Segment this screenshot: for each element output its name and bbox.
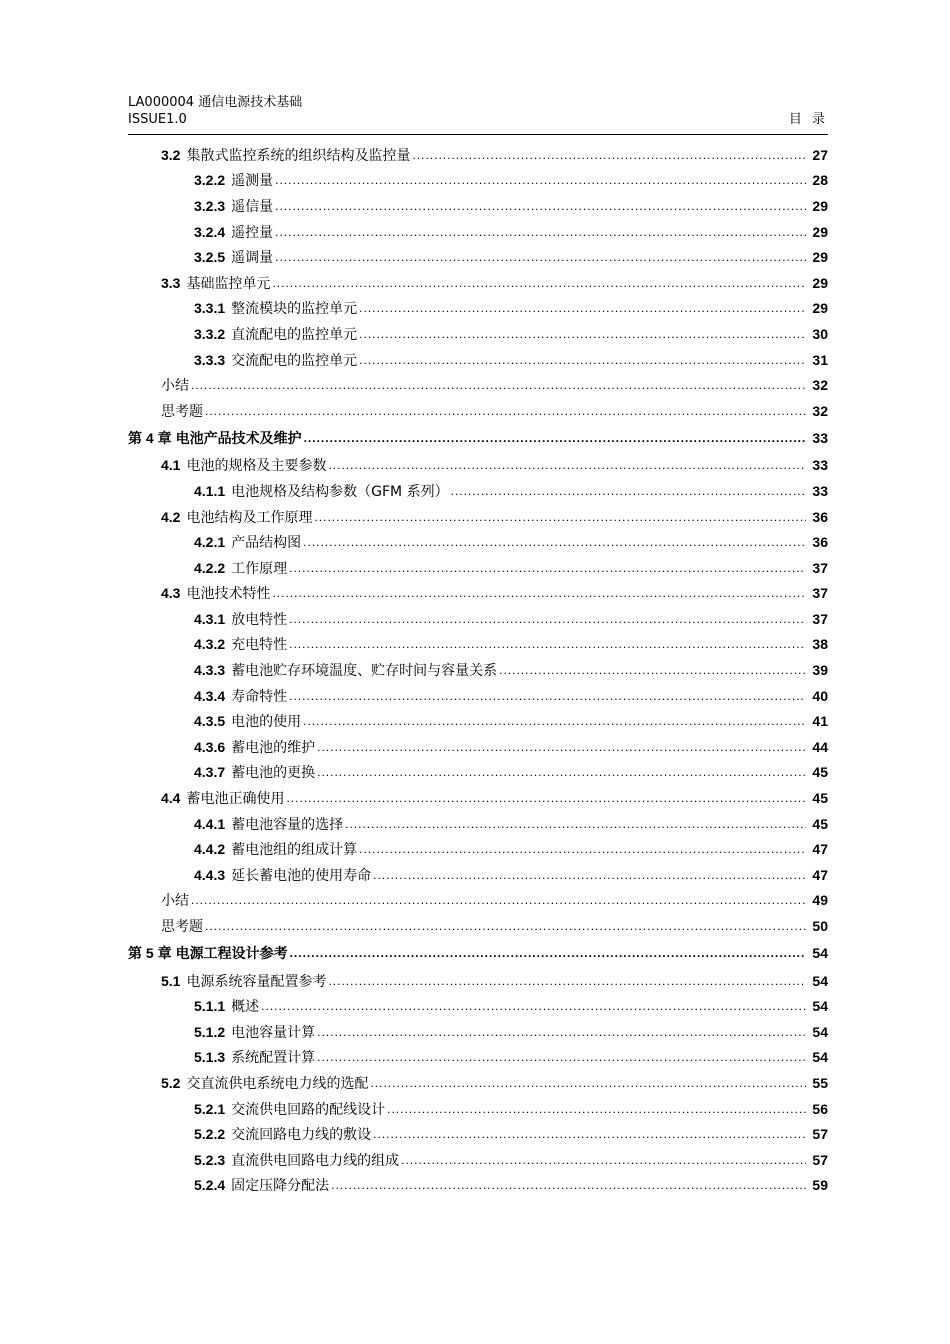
- toc-entry-title: 电池结构及工作原理: [186, 509, 313, 526]
- toc-entry-number: 3.3.1: [194, 300, 226, 317]
- toc-entry-title: 工作原理: [231, 560, 288, 577]
- toc-dot-leader: [331, 1178, 806, 1192]
- toc-entry[interactable]: [128, 529, 828, 555]
- toc-dot-leader: [275, 173, 806, 187]
- toc-entry-page: 29: [812, 249, 828, 266]
- toc-entry-page: 54: [812, 1049, 828, 1066]
- toc-entry-page: 32: [812, 402, 828, 419]
- toc-entry-page: 37: [812, 585, 828, 602]
- toc-dot-leader: [373, 1127, 806, 1141]
- toc-entry[interactable]: [128, 219, 828, 245]
- toc-dot-leader: [205, 919, 806, 933]
- toc-entry-title: 遥调量: [231, 250, 274, 267]
- toc-entry[interactable]: [128, 270, 828, 296]
- toc-dot-leader: [387, 1102, 806, 1116]
- toc-entry[interactable]: [128, 606, 828, 632]
- toc-entry-title: 遥信量: [231, 198, 274, 215]
- toc-dot-leader: [289, 637, 806, 651]
- toc-entry[interactable]: [128, 398, 828, 424]
- toc-entry-number: 4.4.1: [194, 815, 226, 832]
- toc-entry-number: 4.3: [161, 585, 181, 602]
- toc-dot-leader: [191, 893, 806, 907]
- toc-dot-leader: [317, 1050, 806, 1064]
- toc-entry[interactable]: [128, 1019, 828, 1045]
- toc-entry[interactable]: [128, 581, 828, 607]
- toc-entry-number: 第 5 章: [128, 945, 172, 962]
- toc-entry-page: 54: [812, 1023, 828, 1040]
- toc-entry-number: 5.1.3: [194, 1049, 226, 1066]
- toc-entry-title: 小结: [161, 378, 189, 395]
- toc-dot-leader: [272, 276, 806, 290]
- toc-entry[interactable]: [128, 968, 828, 994]
- toc-entry-number: 4.4.3: [194, 866, 226, 883]
- toc-entry-page: 27: [812, 146, 828, 163]
- toc-entry-title: 交流配电的监控单元: [231, 352, 358, 369]
- toc-dot-leader: [370, 1076, 806, 1090]
- toc-entry-number: 4.3.4: [194, 687, 226, 704]
- toc-entry[interactable]: [128, 939, 828, 968]
- toc-entry[interactable]: [128, 347, 828, 373]
- toc-dot-leader: [317, 740, 806, 754]
- toc-dot-leader: [401, 1153, 806, 1167]
- toc-entry-number: 4.3.3: [194, 662, 226, 679]
- toc-entry-title: 充电特性: [231, 637, 288, 654]
- toc-entry[interactable]: [128, 372, 828, 398]
- toc-dot-leader: [345, 817, 806, 831]
- toc-entry-title: 直流配电的监控单元: [231, 326, 358, 343]
- toc-entry-page: 57: [812, 1126, 828, 1143]
- toc-entry[interactable]: [128, 632, 828, 658]
- toc-entry-number: 4.4: [161, 790, 181, 807]
- toc-entry-title: 产品结构图: [231, 535, 302, 552]
- toc-entry-number: 4.3.1: [194, 610, 226, 627]
- toc-dot-leader: [328, 974, 806, 988]
- toc-entry-page: 50: [812, 918, 828, 935]
- toc-entry-title: 系统配置计算: [231, 1050, 316, 1067]
- toc-entry[interactable]: [128, 424, 828, 453]
- toc-dot-leader: [290, 946, 806, 960]
- toc-entry[interactable]: [128, 836, 828, 862]
- toc-entry-page: 54: [812, 945, 828, 962]
- toc-entry-number: 第 4 章: [128, 430, 172, 447]
- toc-dot-leader: [275, 225, 806, 239]
- toc-entry-page: 33: [812, 482, 828, 499]
- toc-entry-title: 电源系统容量配置参考: [186, 973, 327, 990]
- toc-dot-leader: [359, 353, 806, 367]
- toc-entry-page: 29: [812, 197, 828, 214]
- toc-entry-page: 49: [812, 892, 828, 909]
- toc-entry[interactable]: [128, 888, 828, 914]
- toc-entry-number: 3.3: [161, 274, 181, 291]
- toc-entry-title: 概述: [231, 999, 260, 1016]
- toc-dot-leader: [286, 791, 806, 805]
- toc-entry-page: 45: [812, 815, 828, 832]
- toc-entry-page: 32: [812, 377, 828, 394]
- toc-entry-number: 3.2.2: [194, 172, 226, 189]
- section-label: 目 录: [788, 112, 828, 127]
- toc-entry-number: 3.3.2: [194, 325, 226, 342]
- toc-entry-page: 37: [812, 610, 828, 627]
- page-header: [128, 94, 828, 128]
- toc-dot-leader: [359, 327, 806, 341]
- toc-entry-title: 电池规格及结构参数（GFM 系列）: [231, 483, 449, 500]
- toc-entry-title: 集散式监控系统的组织结构及监控量: [186, 147, 411, 164]
- toc-dot-leader: [289, 561, 806, 575]
- toc-entry-number: 3.2.3: [194, 197, 226, 214]
- toc-dot-leader: [205, 404, 806, 418]
- toc-entry-page: 36: [812, 534, 828, 551]
- toc-entry[interactable]: [128, 760, 828, 786]
- toc-entry-page: 56: [812, 1100, 828, 1117]
- toc-entry-title: 电池容量计算: [231, 1024, 316, 1041]
- toc-entry-title: 思考题: [161, 403, 203, 420]
- toc-entry-page: 54: [812, 998, 828, 1015]
- toc-entry-number: 4.4.2: [194, 841, 226, 858]
- toc-entry-number: 5.2.3: [194, 1151, 226, 1168]
- toc-entry[interactable]: [128, 785, 828, 811]
- toc-entry-page: 37: [812, 559, 828, 576]
- toc-entry-number: 3.2: [161, 146, 181, 163]
- toc-entry-number: 4.1.1: [194, 482, 226, 499]
- toc-entry-number: 3.2.5: [194, 249, 226, 266]
- toc-entry-title: 蓄电池组的组成计算: [231, 842, 358, 859]
- toc-entry-page: 31: [812, 351, 828, 368]
- toc-entry-number: 5.1.2: [194, 1023, 226, 1040]
- toc-dot-leader: [303, 535, 806, 549]
- toc-entry[interactable]: [128, 734, 828, 760]
- toc-entry-number: 4.3.2: [194, 636, 226, 653]
- toc-entry[interactable]: [128, 168, 828, 194]
- toc-dot-leader: [412, 148, 806, 162]
- toc-dot-leader: [317, 765, 806, 779]
- toc-entry-title: 交直流供电系统电力线的选配: [186, 1075, 369, 1092]
- toc-entry-title: 放电特性: [231, 611, 288, 628]
- toc-entry[interactable]: [128, 1173, 828, 1199]
- header-rule: [128, 134, 828, 135]
- toc-entry-title: 蓄电池的维护: [231, 739, 316, 756]
- toc-entry[interactable]: [128, 504, 828, 530]
- toc-dot-leader: [275, 250, 806, 264]
- toc-entry[interactable]: [128, 296, 828, 322]
- toc-entry-title: 遥测量: [231, 173, 274, 190]
- toc-entry-page: 29: [812, 300, 828, 317]
- toc-entry-page: 59: [812, 1177, 828, 1194]
- toc-entry-number: 4.2.2: [194, 559, 226, 576]
- toc-entry-title: 蓄电池容量的选择: [231, 816, 344, 833]
- toc-entry[interactable]: [128, 657, 828, 683]
- toc-entry-title: 固定压降分配法: [231, 1178, 330, 1195]
- toc-entry-page: 29: [812, 274, 828, 291]
- toc-entry[interactable]: [128, 1121, 828, 1147]
- toc-dot-leader: [359, 301, 806, 315]
- toc-entry[interactable]: [128, 811, 828, 837]
- toc-entry-title: 思考题: [161, 919, 203, 936]
- toc-entry-number: 3.2.4: [194, 223, 226, 240]
- toc-entry-page: 54: [812, 972, 828, 989]
- toc-entry[interactable]: [128, 555, 828, 581]
- toc-entry[interactable]: [128, 453, 828, 479]
- toc-entry[interactable]: [128, 1045, 828, 1071]
- toc-entry[interactable]: [128, 244, 828, 270]
- toc-entry-title: 电池的规格及主要参数: [186, 458, 327, 475]
- toc-entry-title: 基础监控单元: [186, 275, 271, 292]
- toc-entry-page: 36: [812, 508, 828, 525]
- toc-entry-number: 5.2.1: [194, 1100, 226, 1117]
- toc-entry-title: 直流供电回路电力线的组成: [231, 1152, 400, 1169]
- toc-entry-title: 电池技术特性: [186, 586, 271, 603]
- toc-entry-number: 4.1: [161, 457, 181, 474]
- toc-entry-page: 39: [812, 662, 828, 679]
- toc-entry[interactable]: [128, 1147, 828, 1173]
- toc-entry-title: 遥控量: [231, 224, 274, 241]
- toc-entry-title: 蓄电池正确使用: [186, 791, 285, 808]
- table-of-contents: [128, 142, 828, 1198]
- toc-dot-leader: [314, 510, 806, 524]
- toc-entry-number: 4.2.1: [194, 534, 226, 551]
- toc-entry-title: 电池的使用: [231, 714, 302, 731]
- toc-dot-leader: [317, 1025, 806, 1039]
- toc-entry[interactable]: [128, 1096, 828, 1122]
- toc-entry-number: 3.3.3: [194, 351, 226, 368]
- toc-entry-number: 5.2.2: [194, 1126, 226, 1143]
- toc-entry-number: 5.1: [161, 972, 181, 989]
- toc-dot-leader: [289, 689, 806, 703]
- toc-entry-page: 41: [812, 713, 828, 730]
- toc-dot-leader: [451, 484, 806, 498]
- toc-entry-page: 44: [812, 738, 828, 755]
- toc-entry[interactable]: [128, 142, 828, 168]
- toc-entry-page: 33: [812, 430, 828, 447]
- toc-dot-leader: [328, 458, 806, 472]
- toc-entry-page: 30: [812, 325, 828, 342]
- toc-entry[interactable]: [128, 193, 828, 219]
- toc-entry-number: 4.2: [161, 508, 181, 525]
- toc-entry-page: 45: [812, 790, 828, 807]
- toc-entry[interactable]: [128, 913, 828, 939]
- toc-entry-page: 40: [812, 687, 828, 704]
- toc-dot-leader: [499, 663, 806, 677]
- toc-entry-page: 28: [812, 172, 828, 189]
- toc-entry-title: 交流供电回路的配线设计: [231, 1101, 386, 1118]
- toc-entry-page: 47: [812, 866, 828, 883]
- document-title: LA000004 通信电源技术基础: [128, 95, 303, 110]
- toc-entry-page: 29: [812, 223, 828, 240]
- toc-entry-page: 47: [812, 841, 828, 858]
- toc-dot-leader: [304, 431, 806, 445]
- toc-dot-leader: [289, 612, 806, 626]
- toc-entry[interactable]: [128, 993, 828, 1019]
- toc-entry-title: 小结: [161, 893, 189, 910]
- toc-entry-title: 蓄电池的更换: [231, 765, 316, 782]
- toc-entry-title: 寿命特性: [231, 688, 288, 705]
- toc-entry-number: 4.3.7: [194, 764, 226, 781]
- toc-entry[interactable]: [128, 683, 828, 709]
- toc-entry-title: 蓄电池贮存环境温度、贮存时间与容量关系: [231, 663, 498, 680]
- toc-entry[interactable]: [128, 1070, 828, 1096]
- toc-entry-number: 5.2: [161, 1074, 181, 1091]
- issue-number: ISSUE1.0: [128, 112, 187, 127]
- toc-entry-page: 57: [812, 1151, 828, 1168]
- toc-entry-number: 5.2.4: [194, 1177, 226, 1194]
- toc-entry[interactable]: [128, 478, 828, 504]
- toc-dot-leader: [359, 842, 806, 856]
- toc-entry-number: 4.3.6: [194, 738, 226, 755]
- toc-dot-leader: [191, 378, 806, 392]
- toc-entry-page: 38: [812, 636, 828, 653]
- toc-dot-leader: [303, 714, 806, 728]
- toc-entry-title: 交流回路电力线的敷设: [231, 1127, 372, 1144]
- toc-entry-number: 4.3.5: [194, 713, 226, 730]
- toc-dot-leader: [261, 999, 806, 1013]
- toc-dot-leader: [373, 868, 806, 882]
- toc-entry-number: 5.1.1: [194, 998, 226, 1015]
- toc-entry[interactable]: [128, 708, 828, 734]
- toc-dot-leader: [275, 199, 806, 213]
- toc-dot-leader: [272, 586, 806, 600]
- toc-entry-page: 45: [812, 764, 828, 781]
- toc-entry-title: 电池产品技术及维护: [175, 431, 302, 448]
- toc-entry[interactable]: [128, 862, 828, 888]
- toc-entry-title: 电源工程设计参考: [175, 946, 288, 963]
- toc-entry-page: 33: [812, 457, 828, 474]
- toc-entry-title: 延长蓄电池的使用寿命: [231, 867, 372, 884]
- toc-entry-title: 整流模块的监控单元: [231, 301, 358, 318]
- toc-entry-page: 55: [812, 1074, 828, 1091]
- toc-entry[interactable]: [128, 321, 828, 347]
